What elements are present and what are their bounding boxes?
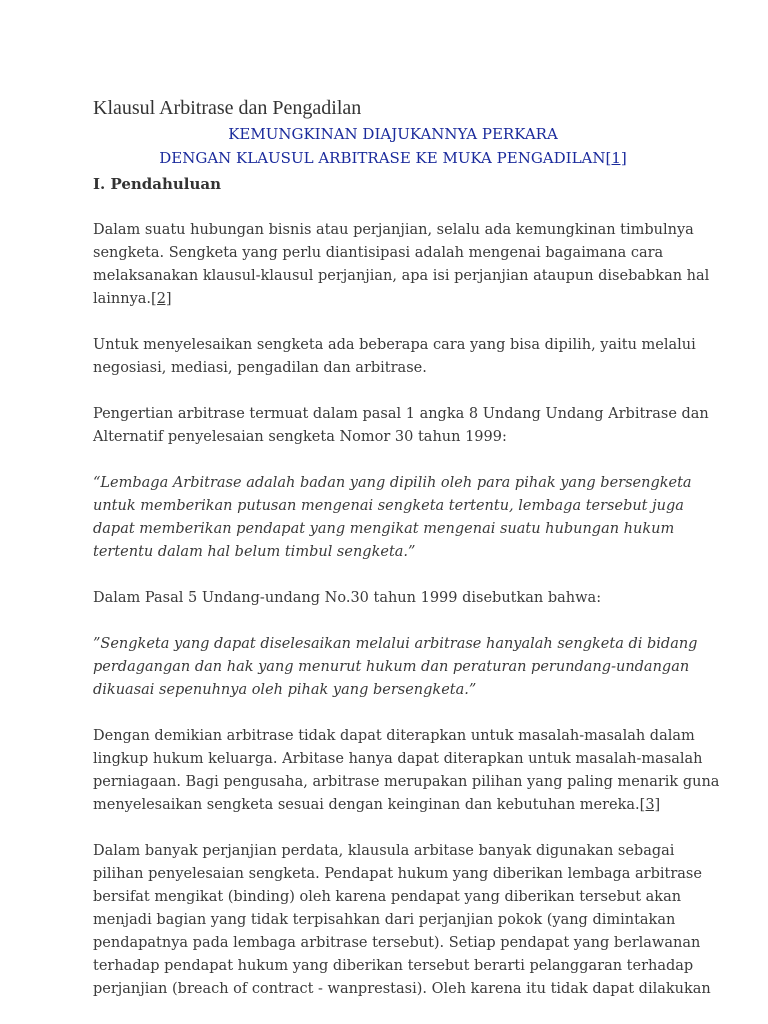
paragraph-6 bbox=[93, 840, 711, 1001]
quote-line: dikuasai sepenuhnya oleh pihak yang bersengketa.” bbox=[93, 682, 477, 698]
paragraph-line: Alternatif penyelesaian sengketa Nomor 30 tahun 1999: bbox=[93, 429, 507, 445]
paragraph-line-text: lainnya. bbox=[93, 291, 152, 307]
paragraph-1 bbox=[93, 219, 710, 311]
paragraph-line bbox=[93, 288, 693, 311]
paragraph-line: Dalam suatu hubungan bisnis atau perjanjian, selalu ada kemungkinan timbulnya bbox=[93, 222, 694, 238]
paragraph-5 bbox=[93, 725, 720, 817]
quote-1 bbox=[93, 472, 693, 564]
paragraph-line: menjadi bagian yang tidak terpisahkan dari perjanjian pokok (yang dimintakan bbox=[93, 912, 676, 928]
quote-line: dapat memberikan pendapat yang mengikat mengenai suatu hubungan hukum bbox=[93, 521, 675, 537]
quote-line: tertentu dalam hal belum timbul sengketa.” bbox=[93, 544, 416, 560]
paragraph-line: melaksanakan klausul-klausul perjanjian, apa isi perjanjian ataupun disebabkan hal bbox=[93, 268, 710, 284]
paragraph-line: pilihan penyelesaian sengketa. Pendapat hukum yang diberikan lembaga arbitrase bbox=[93, 866, 702, 882]
paragraph-3 bbox=[93, 403, 709, 449]
paragraph-line bbox=[93, 794, 693, 817]
footnote-link-2[interactable]: [2] bbox=[151, 291, 172, 307]
footnote-link-1[interactable]: [1] bbox=[605, 149, 627, 167]
paragraph-line: Dalam banyak perjanjian perdata, klausula arbitase banyak digunakan sebagai bbox=[93, 843, 675, 859]
paragraph-line: Untuk menyelesaikan sengketa ada beberapa cara yang bisa dipilih, yaitu melalui bbox=[93, 337, 696, 353]
paragraph-line: Dalam Pasal 5 Undang-undang No.30 tahun 1999 disebutkan bahwa: bbox=[93, 590, 602, 606]
paragraph-line: bersifat mengikat (binding) oleh karena pendapat yang diberikan tersebut akan bbox=[93, 889, 682, 905]
subtitle-line-2-text: DENGAN KLAUSUL ARBITRASE KE MUKA PENGADILAN bbox=[159, 149, 606, 167]
paragraph-line: sengketa. Sengketa yang perlu diantisipasi adalah mengenai bagaimana cara bbox=[93, 245, 664, 261]
paragraph-line: Dengan demikian arbitrase tidak dapat diterapkan untuk masalah-masalah dalam bbox=[93, 728, 695, 744]
quote-2 bbox=[93, 633, 698, 702]
subtitle-line-2 bbox=[93, 146, 693, 170]
paragraph-2 bbox=[93, 334, 696, 380]
quote-line: perdagangan dan hak yang menurut hukum dan peraturan perundang-undangan bbox=[93, 659, 690, 675]
paragraph-line: negosiasi, mediasi, pengadilan dan arbitrase. bbox=[93, 360, 427, 376]
section-heading: I. Pendahuluan bbox=[93, 175, 222, 193]
footnote-link-3[interactable]: [3] bbox=[639, 797, 661, 813]
quote-line: ”Sengketa yang dapat diselesaikan melalui arbitrase hanyalah sengketa di bidang bbox=[93, 636, 698, 652]
paragraph-line: lingkup hukum keluarga. Arbitase hanya dapat diterapkan untuk masalah-masalah bbox=[93, 751, 703, 767]
paragraph-line: pendapatnya pada lembaga arbitrase tersebut). Setiap pendapat yang berlawanan bbox=[93, 935, 701, 951]
paragraph-line: Pengertian arbitrase termuat dalam pasal 1 angka 8 Undang Undang Arbitrase dan bbox=[93, 406, 709, 422]
paragraph-line-text: menyelesaikan sengketa sesuai dengan keinginan dan kebutuhan mereka. bbox=[93, 797, 640, 813]
paragraph-line: perniagaan. Bagi pengusaha, arbitrase merupakan pilihan yang paling menarik guna bbox=[93, 774, 720, 790]
document-body bbox=[93, 94, 720, 1001]
quote-line: “Lembaga Arbitrase adalah badan yang dipilih oleh para pihak yang bersengketa bbox=[93, 475, 692, 491]
quote-line: untuk memberikan putusan mengenai sengketa tertentu, lembaga tersebut juga bbox=[93, 498, 684, 514]
paragraph-line: perjanjian (breach of contract - wanprestasi). Oleh karena itu tidak dapat dilakukan bbox=[93, 981, 711, 997]
paragraph-line: terhadap pendapat hukum yang diberikan tersebut berarti pelanggaran terhadap bbox=[93, 958, 694, 974]
paragraph-4 bbox=[93, 587, 693, 610]
document-title: Klausul Arbitrase dan Pengadilan bbox=[93, 97, 362, 119]
subtitle-line-1: KEMUNGKINAN DIAJUKANNYA PERKARA bbox=[228, 125, 558, 143]
